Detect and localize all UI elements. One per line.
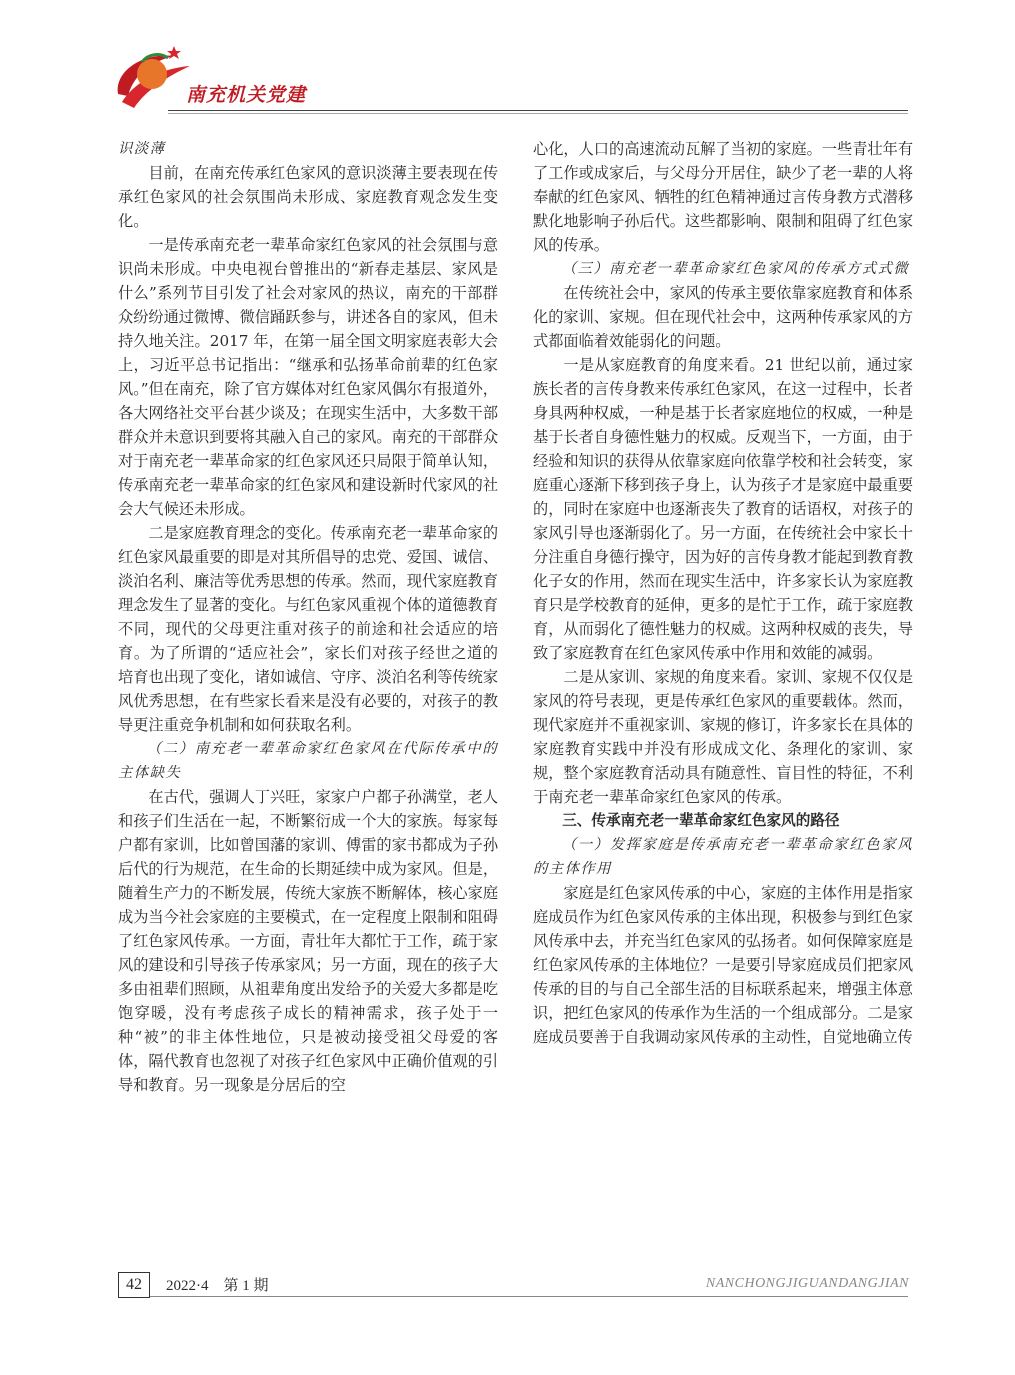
party-logo-icon	[112, 42, 192, 114]
header-divider-thin	[168, 113, 908, 114]
paragraph: 一是传承南充老一辈革命家红色家风的社会氛围与意识尚未形成。中央电视台曾推出的“新春走基层、家风是什么”系列节目引发了社会对家风的热议，南充的干部群众纷纷通过微博、微信踊跃参与，讲述各自的家风，但未持久地关注。2017 年，在第一届全国文明家庭表彰大会上，习近平总书记指出：“继承和弘扬革命前辈的红色家风。”但在南充，除了官方媒体对红色家风偶尔有报道外，各大网络社交平台甚少谈及；在现实生活中，大多数干部群众并未意识到要将其融入自己的家风。南充的干部群众对于南充老一辈革命家的红色家风还只局限于简单认知，传承南充老一辈革命家的红色家风和建设新时代家风的社会大气候还未形成。	[118, 236, 498, 518]
subsection-heading: 识淡薄	[118, 141, 166, 157]
section-heading: 三、传承南充老一辈革命家红色家风的路径	[562, 812, 840, 829]
paragraph: 在古代，强调人丁兴旺，家家户户都子孙满堂，老人和孩子们生活在一起，不断繁衍成一个大的家族。每家每户都有家训，比如曾国藩的家训、傅雷的家书都成为子孙后代的行为规范，在生命的长期延续中成为家风。但是，随着生产力的不断发展，传统大家族不断解体，核心家庭成为当今社会家庭的主要模式，在一定程度上限制和阻碍了红色家风传承。一方面，青壮年大都忙于工作，疏于家风的建设和引导孩子传承家风；另一方面，现在的孩子大多由祖辈们照顾，从祖辈角度出发给予的关爱大多都是吃饱穿暖，没有考虑孩子成长的精神需求，孩子处于一种“被”的非主体性地位，只是被动接受祖父母爱的客体，隔代教育也忽视了对孩子红色家风中正确价值观的引导和教育。另一现象是分居后的空	[118, 788, 498, 1094]
paragraph: 在传统社会中，家风的传承主要依靠家庭教育和体系化的家训、家规。但在现代社会中，这两种传承家风的方式都面临着效能弱化的问题。	[533, 284, 913, 350]
header-divider	[168, 110, 908, 111]
paragraph: 家庭是红色家风传承的中心，家庭的主体作用是指家庭成员作为红色家风传承的主体出现，积极参与到红色家风传承中去，并充当红色家风的弘扬者。如何保障家庭是红色家风传承的主体地位？一是要引导家庭成员们把家风传承的目的与自己全部生活的目标联系起来，增强主体意识，把红色家风的传承作为生活的一个组成部分。二是家庭成员要善于自我调动家风传承的主动性，自觉地确立传	[533, 884, 913, 1046]
footer-divider	[150, 1296, 908, 1297]
paragraph: 心化，人口的高速流动瓦解了当初的家庭。一些青壮年有了工作或成家后，与父母分开居住，缺少了老一辈的人将奉献的红色家风、牺牲的红色精神通过言传身教方式潜移默化地影响子孙后代。这些都影响、限制和阻碍了红色家风的传承。	[533, 140, 913, 254]
subsection-heading: （二）南充老一辈革命家红色家风在代际传承中的主体缺失	[118, 741, 498, 781]
page-header	[0, 0, 1015, 130]
page-number: 42	[118, 1272, 150, 1298]
left-column	[118, 137, 498, 1097]
paragraph: 二是从家训、家规的角度来看。家训、家规不仅仅是家风的符号表现，更是传承红色家风的重要载体。然而，现代家庭并不重视家训、家规的修订，许多家长在具体的家庭教育实践中并没有形成成文化、条理化的家训、家规，整个家庭教育活动具有随意性、盲目性的特征，不利于南充老一辈革命家红色家风的传承。	[533, 668, 913, 806]
brand-title: 南充机关党建	[186, 84, 307, 106]
subsection-heading: （一）发挥家庭是传承南充老一辈革命家红色家风的主体作用	[533, 837, 913, 877]
subsection-heading: （三）南充老一辈革命家红色家风的传承方式式微	[561, 261, 910, 277]
paragraph: 二是家庭教育理念的变化。传承南充老一辈革命家的红色家风最重要的即是对其所倡导的忠党、爱国、诚信、淡泊名利、廉洁等优秀思想的传承。然而，现代家庭教育理念发生了显著的变化。与红色家风重视个体的道德教育不同，现代的父母更注重对孩子的前途和社会适应的培育。为了所谓的“适应社会”，家长们对孩子经世之道的培育也出现了变化，诸如诚信、守序、淡泊名利等传统家风优秀思想，在有些家长看来是没有必要的，对孩子的教导更注重竞争机制和如何获取名利。	[118, 524, 498, 734]
paragraph: 一是从家庭教育的角度来看。21 世纪以前，通过家族长者的言传身教来传承红色家风，在这一过程中，长者身具两种权威，一种是基于长者家庭地位的权威，一种是基于长者自身德性魅力的权威。反观当下，一方面，由于经验和知识的获得从依靠家庭向依靠学校和社会转变，家庭重心逐渐下移到孩子身上，认为孩子才是家庭中最重要的，同时在家庭中也逐渐丧失了教育的话语权，对孩子的家风引导也逐渐弱化了。另一方面，在传统社会中家长十分注重自身德行操守，因为好的言传身教才能起到教育教化子女的作用，然而在现实生活中，许多家长认为家庭教育只是学校教育的延伸，更多的是忙于工作，疏于家庭教育，从而弱化了德性魅力的权威。这两种权威的丧失，导致了家庭教育在红色家风传承中作用和效能的减弱。	[533, 356, 913, 662]
right-column	[533, 137, 913, 1049]
issue-label: 2022·4 第 1 期	[166, 1278, 269, 1294]
paragraph: 目前，在南充传承红色家风的意识淡薄主要表现在传承红色家风的社会氛围尚未形成、家庭教育观念发生变化。	[118, 164, 498, 230]
page-footer	[0, 1264, 1015, 1304]
journal-name: NANCHONGJIGUANDANGJIAN	[705, 1276, 909, 1291]
